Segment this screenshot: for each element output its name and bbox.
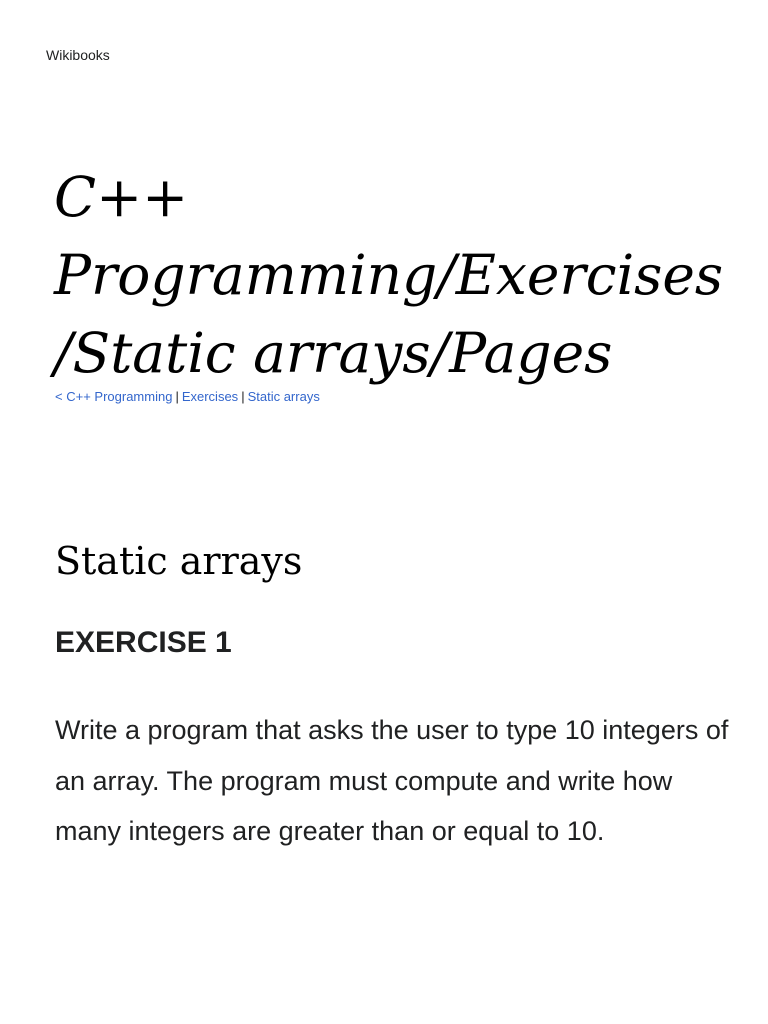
breadcrumb-link-exercises[interactable]: Exercises <box>181 389 239 404</box>
page-title-line-1: C++ <box>54 165 189 229</box>
breadcrumb-link-cpp-programming[interactable]: C++ Programming <box>66 389 173 404</box>
page-title-line-3: /Static arrays/Pages <box>54 321 613 385</box>
site-name[interactable]: Wikibooks <box>46 47 110 63</box>
exercise-description: Write a program that asks the user to type 10 integers of an array. The program must compute and write how many integers are greater than or equal to 10. <box>55 715 729 846</box>
breadcrumb-prefix: < <box>55 389 63 404</box>
breadcrumb-separator: | <box>175 389 179 404</box>
breadcrumb <box>55 389 320 405</box>
breadcrumb-separator: | <box>241 389 245 404</box>
section-heading: Static arrays <box>55 539 303 583</box>
breadcrumb-link-static-arrays[interactable]: Static arrays <box>247 389 320 404</box>
page-title-line-2: Programming/Exercises <box>54 243 724 307</box>
page-title <box>54 158 754 392</box>
exercise-heading: EXERCISE 1 <box>55 626 232 659</box>
